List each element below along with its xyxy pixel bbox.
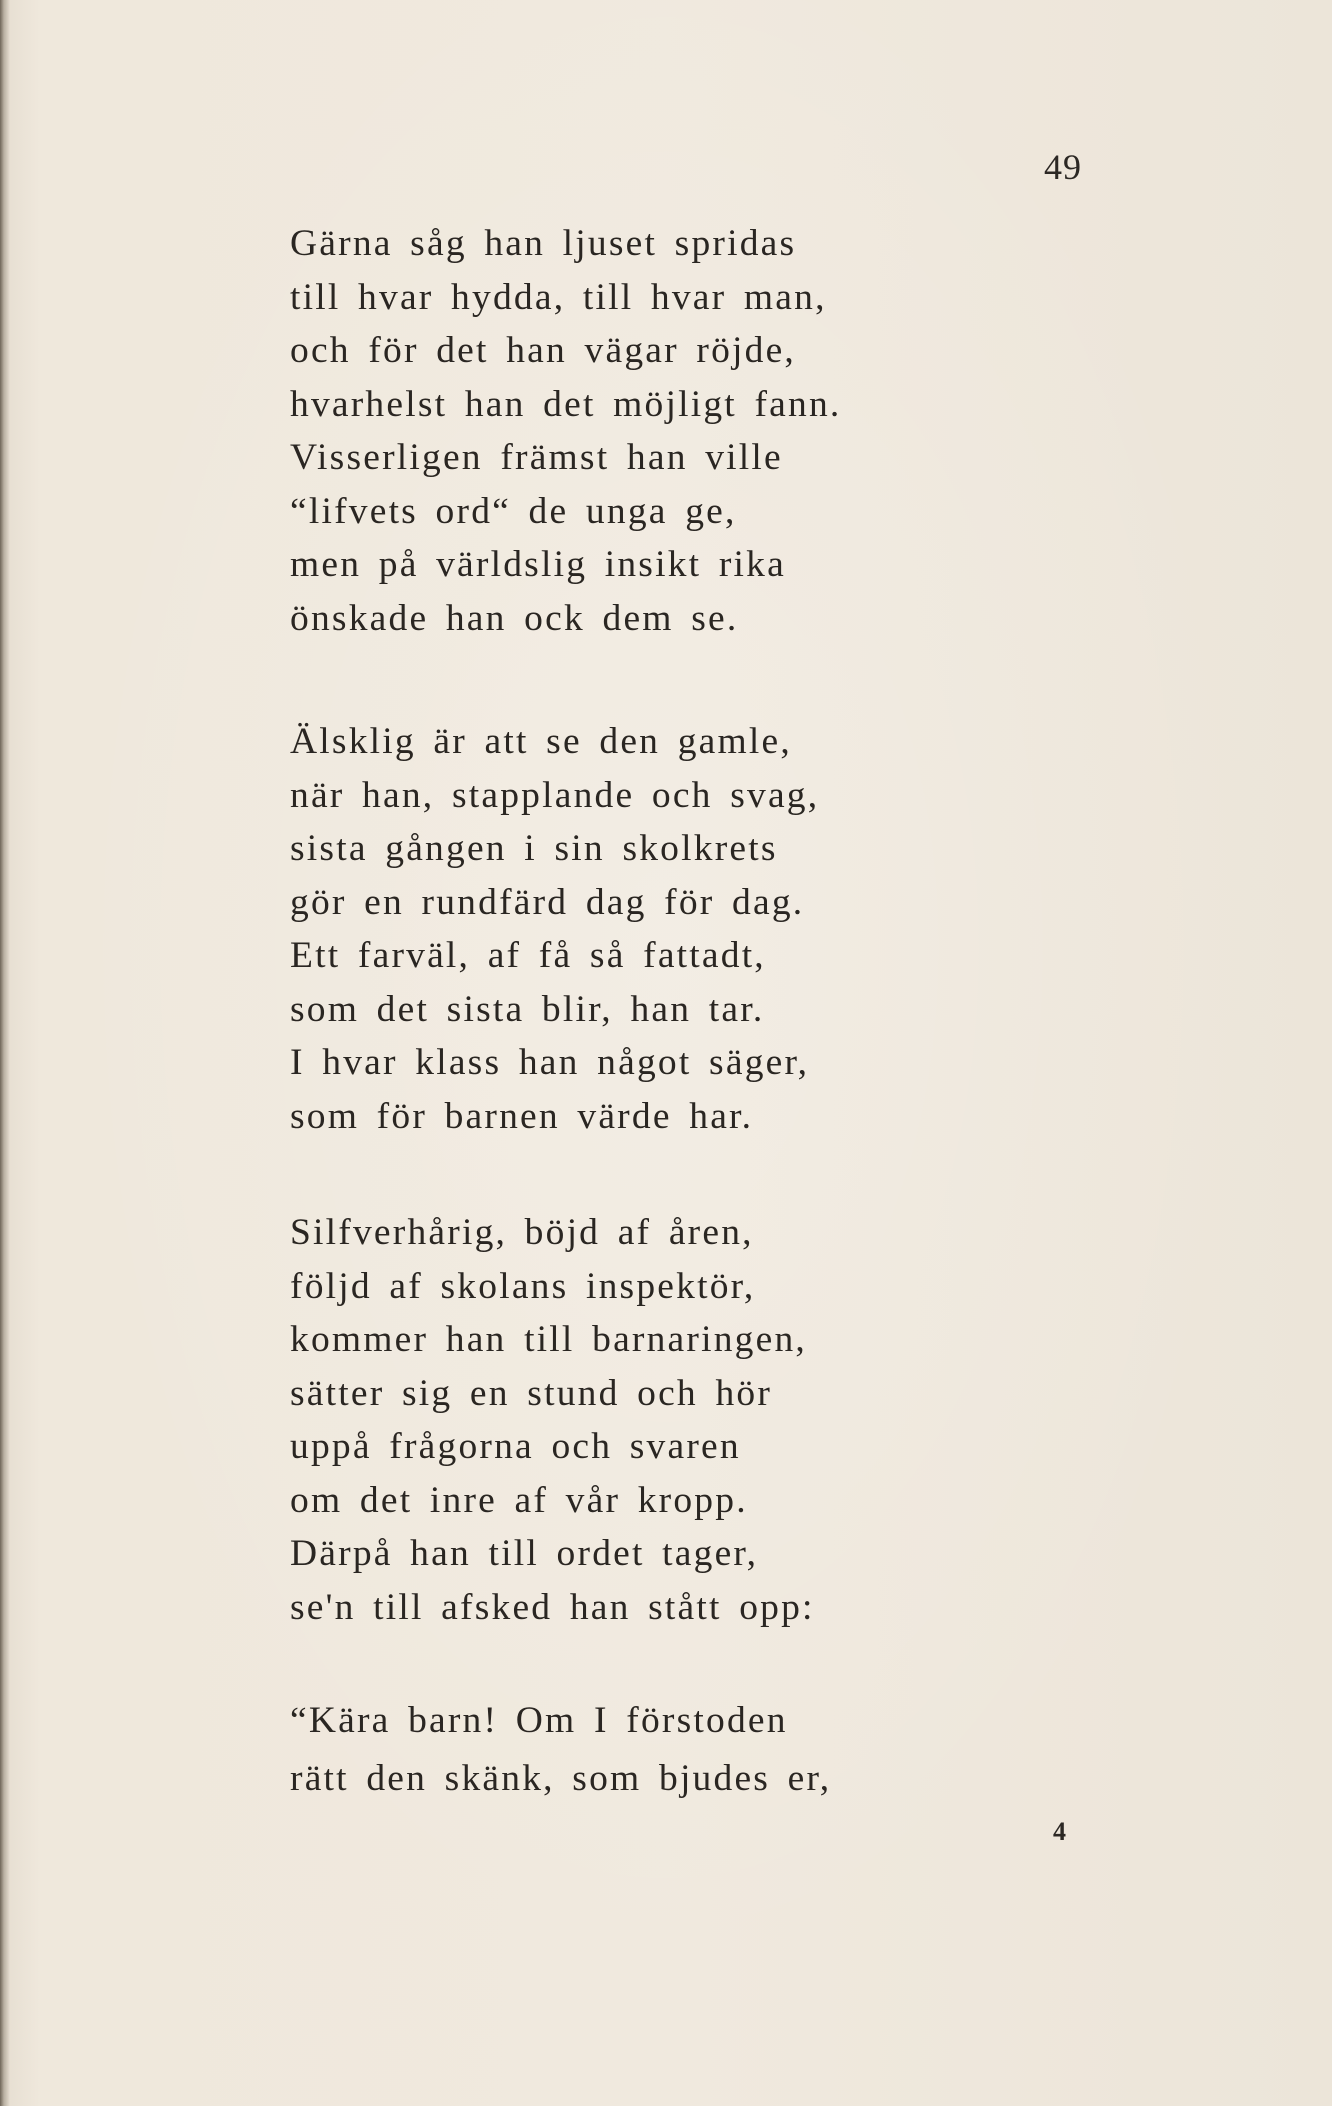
poem-line: sätter sig en stund och hör	[290, 1372, 773, 1414]
poem-line: Visserligen främst han ville	[290, 437, 783, 478]
poem-line: Gärna såg han ljuset spridas	[290, 223, 797, 264]
poem-line: kommer han till barnaringen,	[290, 1319, 807, 1360]
poem-line: men på världslig insikt rika	[290, 544, 786, 585]
stanza-3	[290, 1206, 930, 1634]
page-number: 49	[1044, 147, 1082, 187]
poem-line: Därpå han till ordet tager,	[290, 1533, 759, 1574]
poem-line: rätt den skänk, som bjudes er,	[290, 1758, 832, 1799]
poem-line: som det sista blir, han tar.	[290, 988, 765, 1030]
poem-line: “lifvets ord“ de unga ge,	[290, 490, 737, 532]
poem-line: som för barnen värde har.	[290, 1095, 754, 1137]
poem-line: gör en rundfärd dag för dag.	[290, 881, 805, 923]
poem-line: “Kära barn! Om I förstoden	[290, 1700, 788, 1741]
stanza-4	[290, 1692, 930, 1808]
poem-line: när han, stapplande och svag,	[290, 774, 820, 816]
poem-line: till hvar hydda, till hvar man,	[290, 276, 827, 318]
poem-line: Ett farväl, af få så fattadt,	[290, 935, 766, 976]
poem-line: Älsklig är att se den gamle,	[290, 721, 792, 762]
poem-line: uppå frågorna och svaren	[290, 1426, 741, 1467]
poem-line: se'n till afsked han stått opp:	[290, 1586, 815, 1628]
stanza-2	[290, 715, 930, 1143]
poem-line: sista gången i sin skolkrets	[290, 828, 778, 869]
poem-line: I hvar klass han något säger,	[290, 1042, 810, 1083]
poem-line: om det inre af vår kropp.	[290, 1479, 748, 1521]
poem-line: och för det han vägar röjde,	[290, 330, 797, 371]
signature-mark: 4	[1053, 1817, 1066, 1846]
stanza-1	[290, 217, 930, 645]
poem-line: önskade han ock dem se.	[290, 597, 739, 639]
poem-line: följd af skolans inspektör,	[290, 1265, 756, 1307]
poem-line: Silfverhårig, böjd af åren,	[290, 1212, 754, 1253]
poem-line: hvarhelst han det möjligt fann.	[290, 383, 842, 425]
page-spine-edge	[0, 0, 10, 2106]
